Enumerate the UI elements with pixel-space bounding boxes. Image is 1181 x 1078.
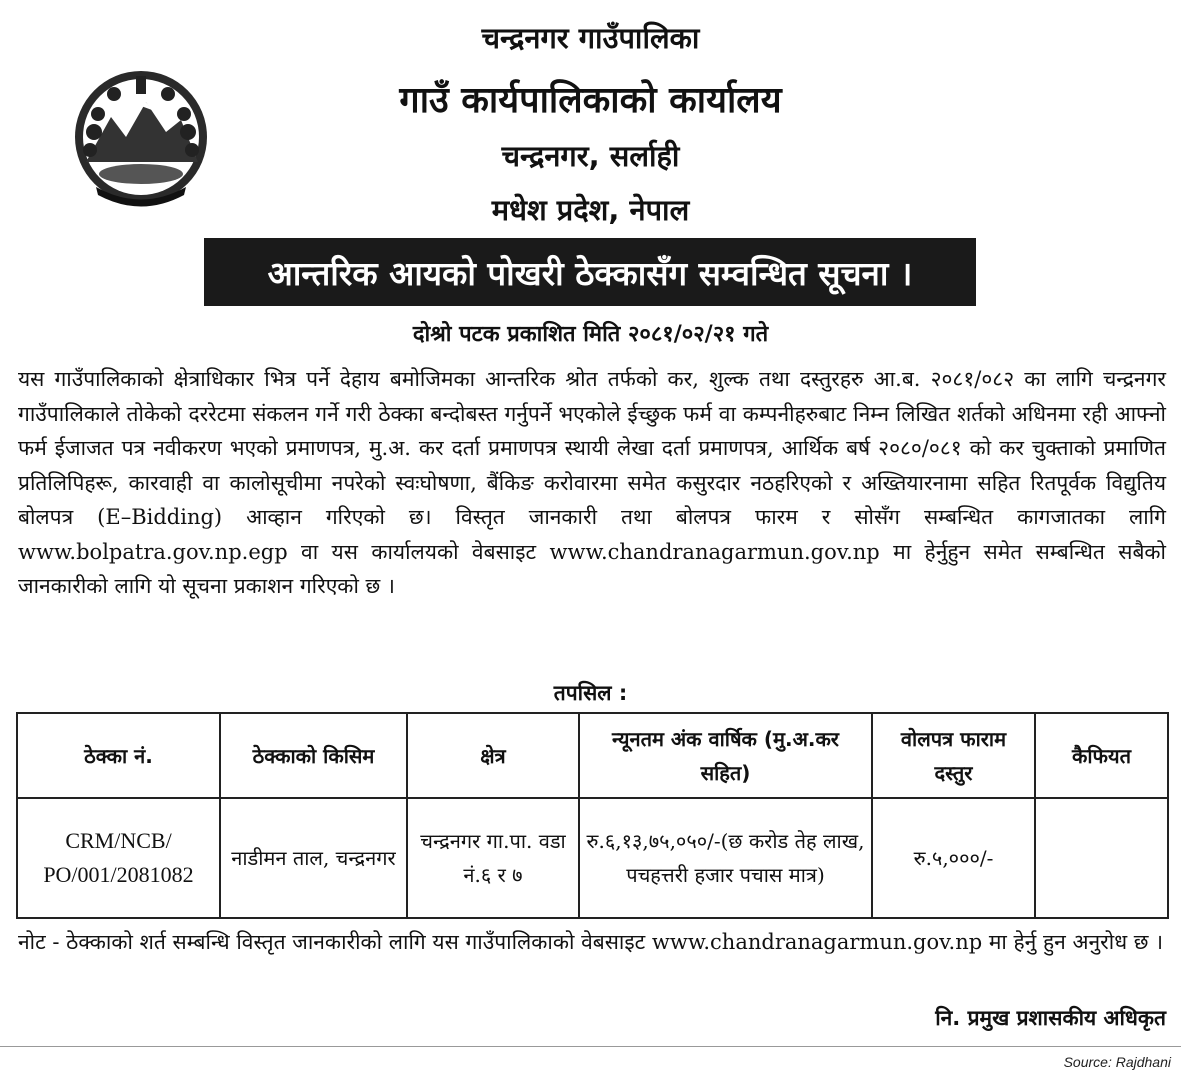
- province-country: मधेश प्रदेश, नेपाल: [491, 193, 690, 227]
- notice-title-banner: आन्तरिक आयको पोखरी ठेक्कासँग सम्वन्धित सूचना ।: [204, 238, 976, 306]
- office-name: गाउँ कार्यपालिकाको कार्यालय: [399, 80, 782, 121]
- cell-contract-no: CRM/NCB/ PO/001/2081082: [17, 798, 220, 918]
- publication-date: दोश्रो पटक प्रकाशित मिति २०८१/०२/२१ गते: [412, 322, 769, 347]
- cell-form-fee: रु.५,०००/-: [872, 798, 1035, 918]
- column-header-minimum-amount: न्यूनतम अंक वार्षिक (मु.अ.कर सहित): [579, 713, 872, 798]
- cell-contract-type: नाडीमन ताल, चन्द्रनगर: [220, 798, 407, 918]
- cell-minimum-amount: रु.६,१३,७५,०५०/-(छ करोड तेह लाख, पचहत्तरी हजार पचास मात्र): [579, 798, 872, 918]
- table-row: [17, 798, 1168, 918]
- cell-remarks: [1035, 798, 1168, 918]
- cell-area: चन्द्रनगर गा.पा. वडा नं.६ र ७: [407, 798, 579, 918]
- municipality-name: चन्द्रनगर गाउँपालिका: [481, 21, 700, 55]
- schedule-heading: तपसिल :: [553, 681, 628, 705]
- column-header-area: क्षेत्र: [407, 713, 579, 798]
- office-location: चन्द्रनगर, सर्लाही: [501, 139, 680, 173]
- source-credit: Source: Rajdhani: [1063, 1054, 1171, 1070]
- table-header-row: [17, 713, 1168, 798]
- column-header-remarks: कैफियत: [1035, 713, 1168, 798]
- signatory-title: नि. प्रमुख प्रशासकीय अधिकृत: [935, 1006, 1166, 1030]
- column-header-form-fee: वोलपत्र फाराम दस्तुर: [872, 713, 1035, 798]
- notice-body-text: यस गाउँपालिकाको क्षेत्राधिकार भित्र पर्ने देहाय बमोजिमका आन्तरिक श्रोत तर्फको कर, शुल्क तथा दस्तुरहरु आ.ब. २०८१/०८२ का लागि चन्द्रनगर गाउँपालिकाले तोकेको दररेटमा संकलन गर्ने गरी ठेक्का बन्दोबस्त गर्नुपर्ने भएकोले ईच्छुक फर्म वा कम्पनीहरुबाट निम्न लिखित शर्तको अधिनमा रही आफ्नो फर्म ईजाजत पत्र नवीकरण भएको प्रमाणपत्र, मु.अ. कर दर्ता प्रमाणपत्र स्थायी लेखा दर्ता प्रमाणपत्र, आर्थिक बर्ष २०८०/०८१ को कर चुक्ताको प्रमाणित प्रतिलिपिहरू, कारवाही वा कालोसूचीमा नपरेको स्वःघोषणा, बैंकिङ करोवारमा समेत कसुरदार नठहरिएको र अख्तियारनामा सहित रितपूर्वक विद्युतिय बोलपत्र (E–Bidding) आव्हान गरिएको छ। विस्तृत जानकारी तथा बोलपत्र फारम र सोसँग सम्बन्धित कागजातका लागि www.bolpatra.gov.np.egp वा यस कार्यालयको वेबसाइट www.chandranagarmun.gov.np मा हेर्नुहुन समेत सम्बन्धित सबैको जानकारीको लागि यो सूचना प्रकाशन गरिएको छ ।: [18, 367, 1166, 598]
- column-header-contract-type: ठेक्काको किसिम: [220, 713, 407, 798]
- contract-schedule-table: [16, 712, 1169, 919]
- divider: [0, 1046, 1181, 1047]
- column-header-contract-no: ठेक्का नं.: [17, 713, 220, 798]
- footnote-text: नोट - ठेक्काको शर्त सम्बन्धि विस्तृत जानकारीको लागि यस गाउँपालिकाको वेबसाइट www.chandranagarmun.gov.np मा हेर्नु हुन अनुरोध छ ।: [18, 930, 1164, 954]
